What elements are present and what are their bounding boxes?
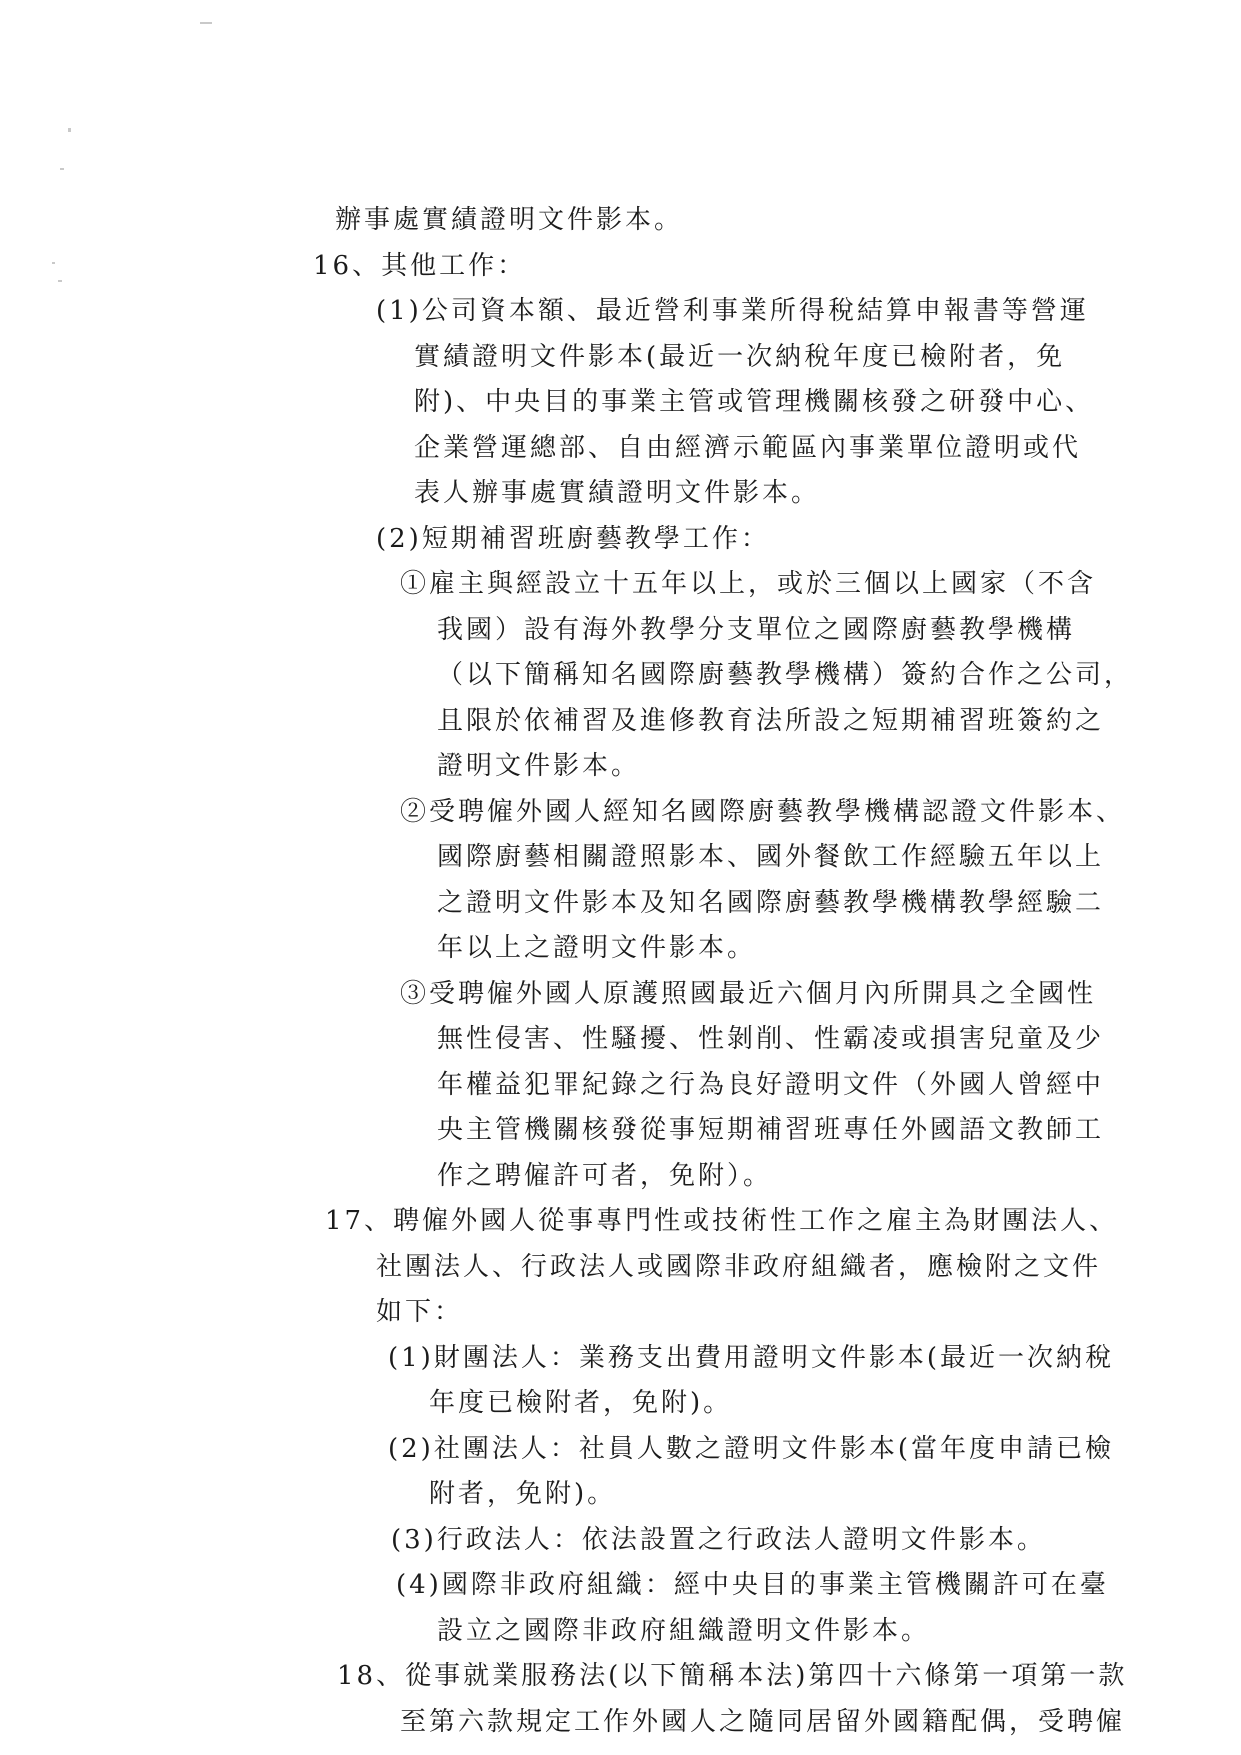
item-16-sub1-line: (1)公司資本額、最近營利事業所得稅結算申報書等營運 <box>376 296 1089 326</box>
item-17-line: 17、聘僱外國人從事專門性或技術性工作之雇主為財團法人、 <box>325 1206 1119 1236</box>
item-17-sub1-line: (1)財團法人：業務支出費用證明文件影本(最近一次納稅 <box>388 1342 1114 1373</box>
item-16-point1-line: （以下簡稱知名國際廚藝教學機構）簽約合作之公司， <box>437 660 1134 690</box>
item-16-point2-line: ②受聘僱外國人經知名國際廚藝教學機構認證文件影本、 <box>400 796 1126 827</box>
scan-speck <box>60 168 64 170</box>
item-17-sub2-line: (2)社團法人：社員人數之證明文件影本(當年度申請已檢 <box>388 1433 1114 1464</box>
item-16-sub1-line: 企業營運總部、自由經濟示範區內事業單位證明或代 <box>414 432 1082 463</box>
item-16-point1-line: 我國）設有海外教學分支單位之國際廚藝教學機構 <box>437 614 1076 645</box>
item-17-sub2-line: 附者，免附)。 <box>429 1479 617 1509</box>
item-16-point3-line: 無性侵害、性騷擾、性剝削、性霸凌或損害兒童及少 <box>437 1024 1105 1054</box>
item-17-line: 如下： <box>376 1297 464 1327</box>
item-17-sub4-line: (4)國際非政府組織：經中央目的事業主管機關許可在臺 <box>396 1570 1109 1600</box>
item-17-sub4-line: 設立之國際非政府組織證明文件影本。 <box>437 1615 931 1646</box>
item-18-line: 至第六款規定工作外國人之隨同居留外國籍配偶，受聘僱 <box>400 1706 1126 1737</box>
item-17-line: 社團法人、行政法人或國際非政府組織者，應檢附之文件 <box>376 1251 1102 1282</box>
item-16-point2-line: 之證明文件影本及知名國際廚藝教學機構教學經驗二 <box>437 887 1105 918</box>
item-16-point1-line: ①雇主與經設立十五年以上，或於三個以上國家（不含 <box>400 569 1097 599</box>
scan-speck <box>52 262 55 264</box>
item-16-point3-line: 年權益犯罪紀錄之行為良好證明文件（外國人曾經中 <box>437 1069 1105 1100</box>
scan-speck <box>68 128 71 132</box>
item-16-heading: 16、其他工作： <box>313 250 527 281</box>
item-16-sub2-heading: (2)短期補習班廚藝教學工作： <box>376 523 770 554</box>
scan-speck <box>58 280 62 282</box>
item-16-point3-line: 央主管機關核發從事短期補習班專任外國語文教師工 <box>437 1115 1105 1145</box>
item-16-point1-line: 且限於依補習及進修教育法所設之短期補習班簽約之 <box>437 705 1105 736</box>
item-16-point3-line: 作之聘僱許可者，免附）。 <box>437 1160 773 1191</box>
item-16-point3-line: ③受聘僱外國人原護照國最近六個月內所開具之全國性 <box>400 978 1097 1009</box>
item-16-sub1-line: 表人辦事處實績證明文件影本。 <box>414 478 821 508</box>
item-16-point2-line: 國際廚藝相關證照影本、國外餐飲工作經驗五年以上 <box>437 842 1105 872</box>
item-18-line: 18、從事就業服務法(以下簡稱本法)第四十六條第一項第一款 <box>337 1661 1128 1691</box>
scan-speck <box>200 22 212 24</box>
item-16-sub1-line: 附)、中央目的事業主管或管理機關核發之研發中心、 <box>414 387 1095 417</box>
continuation-line: 辦事處實績證明文件影本。 <box>335 205 684 235</box>
item-16-point2-line: 年以上之證明文件影本。 <box>437 933 757 963</box>
item-16-point1-line: 證明文件影本。 <box>437 751 641 781</box>
item-17-sub1-line: 年度已檢附者，免附)。 <box>429 1388 733 1418</box>
item-16-sub1-line: 實績證明文件影本(最近一次納稅年度已檢附者，免 <box>414 341 1066 372</box>
item-17-sub3-line: (3)行政法人：依法設置之行政法人證明文件影本。 <box>391 1524 1046 1555</box>
